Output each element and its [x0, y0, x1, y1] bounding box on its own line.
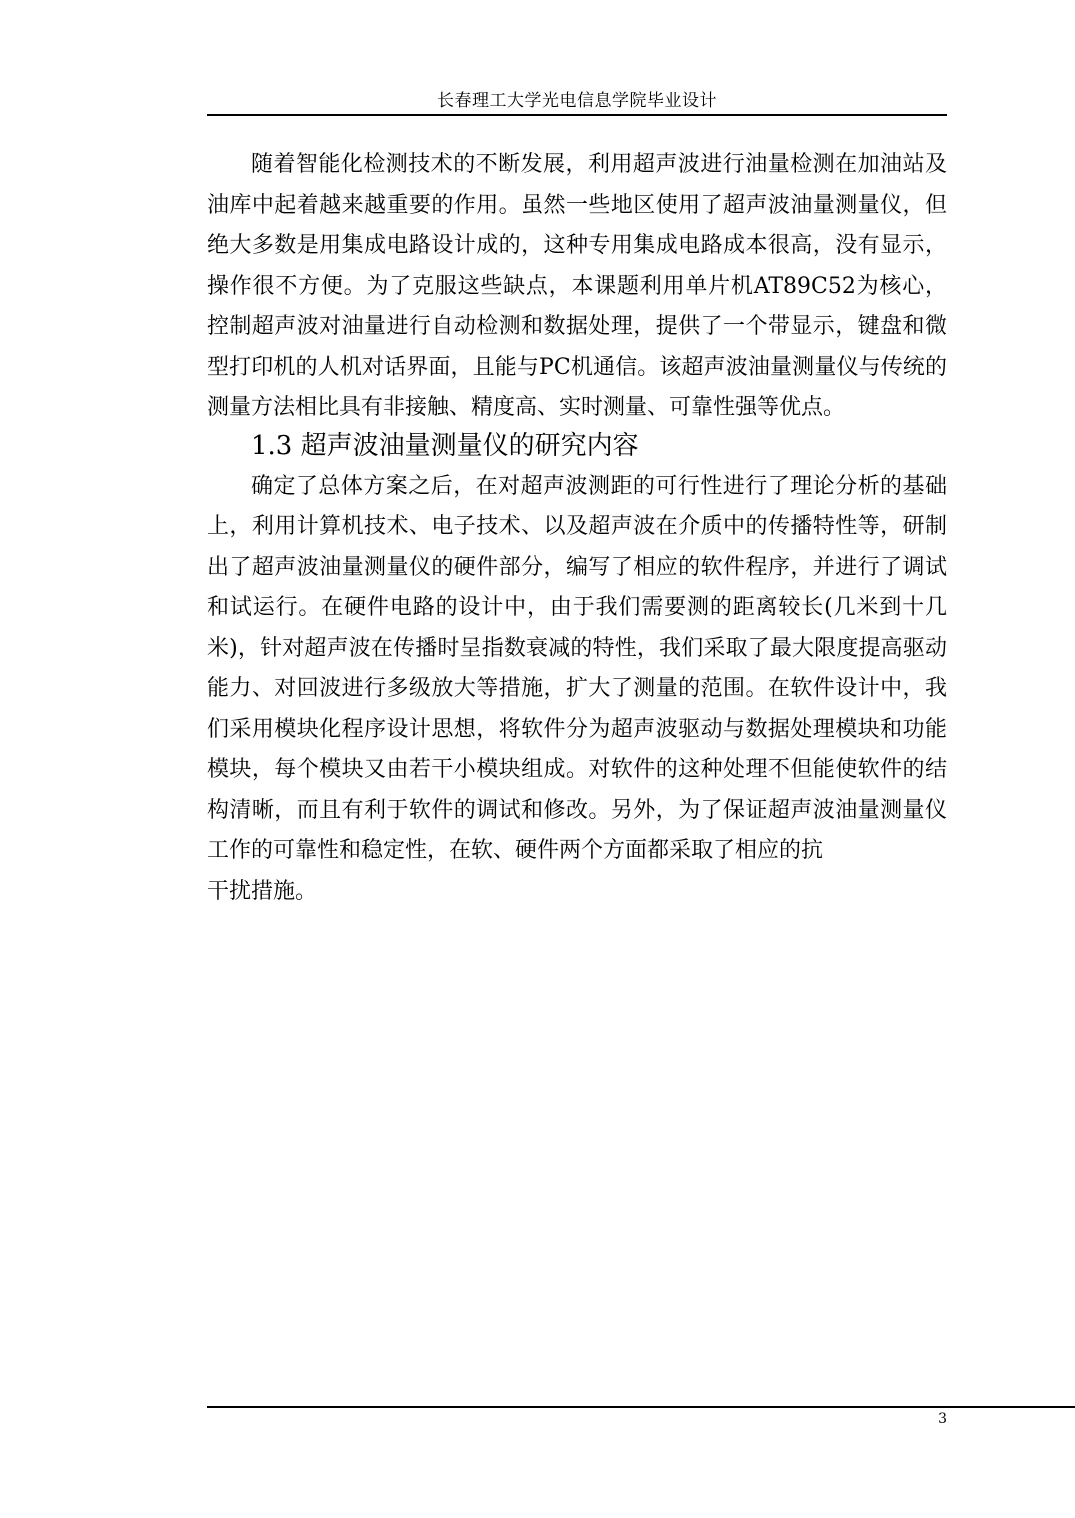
- header-title: 长春理工大学光电信息学院毕业设计: [437, 91, 717, 111]
- footer-divider: [207, 1406, 1075, 1408]
- page-body: [207, 145, 947, 912]
- header-divider: [207, 114, 947, 116]
- section-heading: 1.3 超声波油量测量仪的研究内容: [251, 430, 639, 461]
- intro-paragraph: 随着智能化检测技术的不断发展，利用超声波进行油量检测在加油站及油库中起着越来越重要的作用。虽然一些地区使用了超声波油量测量仪，但绝大多数是用集成电路设计成的，这种专用集成电路成本很高，没有显示，操作很不方便。为了克服这些缺点，本课题利用单片机AT89C52为核心，控制超声波对油量进行自动检测和数据处理，提供了一个带显示，键盘和微型打印机的人机对话界面，且能与PC机通信。该超声波油量测量仪与传统的测量方法相比具有非接触、精度高、实时测量、可靠性强等优点。: [207, 152, 947, 420]
- page-header: [207, 88, 947, 116]
- section-paragraph-tail: 干扰措施。: [207, 878, 318, 904]
- section-paragraph: 确定了总体方案之后，在对超声波测距的可行性进行了理论分析的基础上，利用计算机技术、电子技术、以及超声波在介质中的传播特性等，研制出了超声波油量测量仪的硬件部分，编写了相应的软件程序，并进行了调试和试运行。在硬件电路的设计中，由于我们需要测的距离较长(几米到十几米)，针对超声波在传播时呈指数衰减的特性，我们采取了最大限度提高驱动能力、对回波进行多级放大等措施，扩大了测量的范围。在软件设计中，我们采用模块化程序设计思想，将软件分为超声波驱动与数据处理模块和功能模块，每个模块又由若干小模块组成。对软件的这种处理不但能使软件的结构清晰，而且有利于软件的调试和修改。另外，为了保证超声波油量测量仪工作的可靠性和稳定性，在软、硬件两个方面都采取了相应的抗: [207, 473, 947, 863]
- page-number: 3: [938, 1411, 947, 1427]
